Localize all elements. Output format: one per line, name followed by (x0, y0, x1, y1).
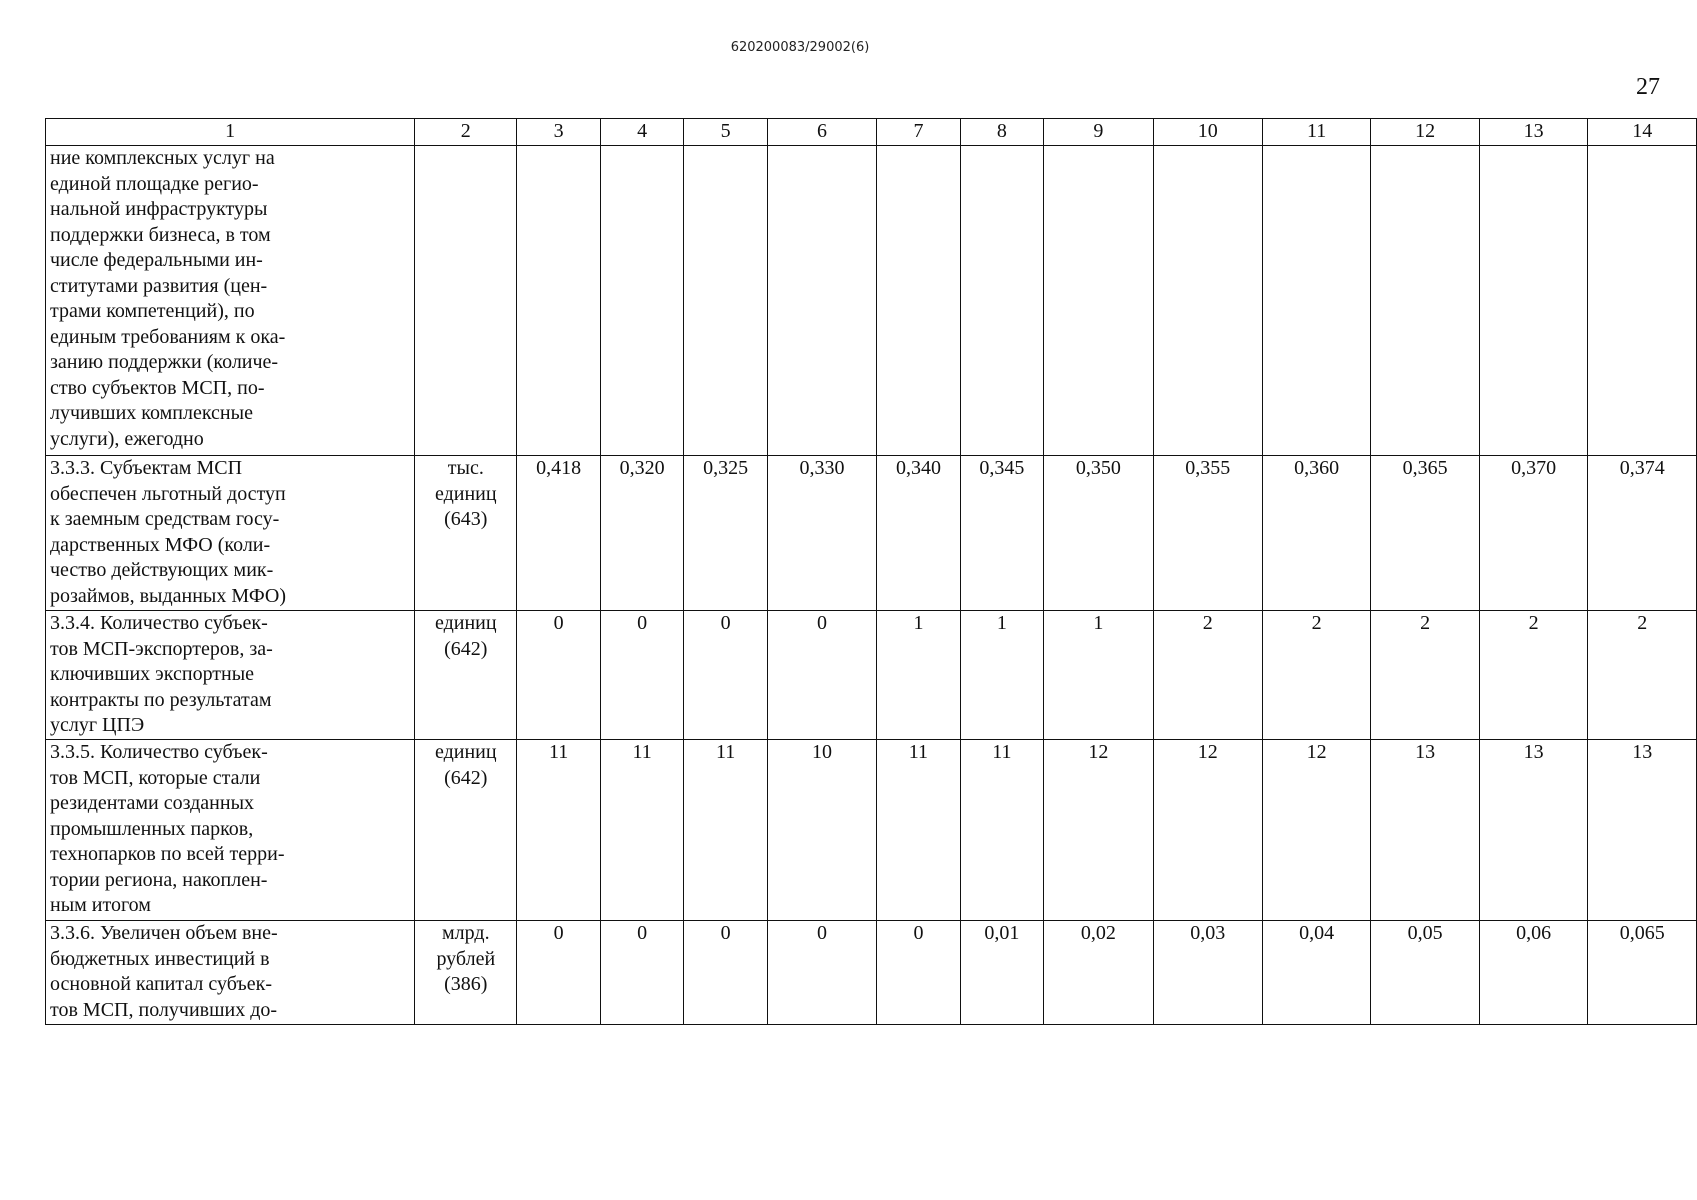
unit-cell (415, 146, 517, 456)
value-cell-col-7: 0,340 (877, 456, 960, 611)
indicator-text-line: обеспечен льготный доступ (50, 482, 286, 505)
indicator-text-line: розаймов, выданных МФО) (50, 584, 287, 607)
indicator-text-line: промышленных парков, (50, 817, 254, 840)
indicator-text-line: ние комплексных услуг на (50, 147, 275, 169)
indicator-text-line: нальной инфраструктуры (50, 198, 268, 220)
value-cell-col-14 (1588, 146, 1697, 456)
value-cell-col-10 (1153, 146, 1262, 456)
indicator-text-line: услуги), ежегодно (50, 427, 204, 450)
column-number-1: 1 (46, 119, 415, 146)
column-number-11: 11 (1262, 119, 1370, 146)
value-cell-col-8: 11 (960, 740, 1043, 921)
value-cell-col-13: 2 (1479, 611, 1587, 740)
value-cell-col-10: 2 (1153, 611, 1262, 740)
value-cell-col-8: 0,345 (960, 456, 1043, 611)
indicator-text-line: занию поддержки (количе- (50, 351, 279, 373)
column-number-4: 4 (600, 119, 683, 146)
value-cell-col-7: 0 (877, 921, 960, 1025)
value-cell-col-12: 0,05 (1371, 921, 1479, 1025)
value-cell-col-10: 0,03 (1153, 921, 1262, 1025)
value-cell-col-5: 11 (684, 740, 767, 921)
indicator-text-line: бюджетных инвестиций в (50, 947, 270, 970)
value-cell-col-6: 0,330 (767, 456, 876, 611)
value-cell-col-10: 0,355 (1153, 456, 1262, 611)
value-cell-col-3: 0 (517, 611, 600, 740)
indicators-table (45, 118, 1697, 1025)
page-number: 27 (1636, 74, 1660, 100)
unit-text-line: единиц (434, 612, 497, 634)
unit-text-line: единиц (434, 741, 497, 763)
value-cell-col-12: 13 (1371, 740, 1479, 921)
indicator-text-line: тории региона, накоплен- (50, 868, 268, 891)
table-row (46, 740, 1697, 921)
indicator-text-line: чество действующих мик- (50, 559, 274, 581)
value-cell-col-5: 0 (684, 921, 767, 1025)
indicator-text-line: контракты по результатам (50, 688, 272, 711)
column-number-10: 10 (1153, 119, 1262, 146)
unit-text-line: рублей (436, 947, 496, 970)
column-number-5: 5 (684, 119, 767, 146)
value-cell-col-12: 2 (1371, 611, 1479, 740)
indicator-text-line: 3.3.3. Субъектам МСП (50, 457, 243, 479)
indicator-text-line: ным итогом (50, 894, 151, 916)
indicator-name-cell (46, 146, 415, 456)
value-cell-col-11: 12 (1262, 740, 1370, 921)
unit-cell (415, 611, 517, 740)
unit-cell (415, 740, 517, 921)
unit-text-line: (642) (444, 637, 488, 660)
indicator-text-line: основной капитал субъек- (50, 973, 273, 995)
unit-text-line: млрд. (442, 922, 490, 944)
value-cell-col-11: 0,360 (1262, 456, 1370, 611)
unit-text-line: (642) (444, 766, 488, 789)
column-number-9: 9 (1044, 119, 1153, 146)
value-cell-col-14: 13 (1588, 740, 1697, 921)
value-cell-col-13: 0,370 (1479, 456, 1587, 611)
value-cell-col-3: 11 (517, 740, 600, 921)
value-cell-col-3: 0 (517, 921, 600, 1025)
indicator-text-line: ститутами развития (цен- (50, 274, 268, 297)
value-cell-col-4: 0 (600, 611, 683, 740)
indicator-text-line: числе федеральными ин- (50, 249, 263, 271)
value-cell-col-6: 0 (767, 921, 876, 1025)
value-cell-col-7: 1 (877, 611, 960, 740)
value-cell-col-6: 10 (767, 740, 876, 921)
unit-text-line: тыс. (447, 457, 484, 479)
value-cell-col-13: 13 (1479, 740, 1587, 921)
value-cell-col-9: 0,350 (1044, 456, 1153, 611)
table-row (46, 611, 1697, 740)
value-cell-col-9: 1 (1044, 611, 1153, 740)
value-cell-col-13 (1479, 146, 1587, 456)
value-cell-col-12 (1371, 146, 1479, 456)
value-cell-col-8 (960, 146, 1043, 456)
value-cell-col-4 (600, 146, 683, 456)
value-cell-col-9: 12 (1044, 740, 1153, 921)
value-cell-col-9 (1044, 146, 1153, 456)
value-cell-col-7 (877, 146, 960, 456)
indicator-name-cell (46, 921, 415, 1025)
value-cell-col-14: 0,374 (1588, 456, 1697, 611)
indicator-text-line: 3.3.5. Количество субъек- (50, 741, 268, 763)
unit-text-line: (643) (444, 508, 488, 530)
table-row (46, 456, 1697, 611)
column-number-8: 8 (960, 119, 1043, 146)
document-id: 620200083/29002(6) (730, 40, 870, 55)
column-number-14: 14 (1588, 119, 1697, 146)
value-cell-col-8: 0,01 (960, 921, 1043, 1025)
indicator-text-line: 3.3.4. Количество субъек- (50, 612, 268, 634)
indicator-text-line: тов МСП, получивших до- (50, 998, 278, 1021)
indicator-text-line: к заемным средствам госу- (50, 508, 280, 530)
unit-cell (415, 921, 517, 1025)
value-cell-col-14: 2 (1588, 611, 1697, 740)
value-cell-col-5: 0 (684, 611, 767, 740)
column-number-6: 6 (767, 119, 876, 146)
column-number-row (46, 119, 1697, 146)
column-number-13: 13 (1479, 119, 1587, 146)
indicator-text-line: услуг ЦПЭ (50, 714, 145, 736)
indicator-name-cell (46, 456, 415, 611)
table-row (46, 921, 1697, 1025)
value-cell-col-5: 0,325 (684, 456, 767, 611)
column-number-3: 3 (517, 119, 600, 146)
indicator-text-line: ключивших экспортные (50, 663, 255, 685)
indicator-text-line: технопарков по всей терри- (50, 843, 285, 865)
indicator-name-cell (46, 611, 415, 740)
indicator-text-line: тов МСП, которые стали (50, 766, 261, 789)
column-number-7: 7 (877, 119, 960, 146)
table-body (46, 119, 1697, 1025)
unit-text-line: единиц (434, 482, 497, 505)
value-cell-col-6: 0 (767, 611, 876, 740)
indicator-text-line: тов МСП-экспортеров, за- (50, 637, 273, 660)
indicator-text-line: ство субъектов МСП, по- (50, 376, 265, 399)
indicator-text-line: единой площадке регио- (50, 172, 259, 195)
indicator-text-line: лучивших комплексные (50, 402, 253, 424)
value-cell-col-7: 11 (877, 740, 960, 921)
value-cell-col-12: 0,365 (1371, 456, 1479, 611)
value-cell-col-13: 0,06 (1479, 921, 1587, 1025)
value-cell-col-11: 2 (1262, 611, 1370, 740)
value-cell-col-4: 0,320 (600, 456, 683, 611)
unit-cell (415, 456, 517, 611)
column-number-12: 12 (1371, 119, 1479, 146)
value-cell-col-8: 1 (960, 611, 1043, 740)
value-cell-col-11: 0,04 (1262, 921, 1370, 1025)
column-number-2: 2 (415, 119, 517, 146)
indicator-text-line: резидентами созданных (50, 792, 255, 814)
indicator-text-line: 3.3.6. Увеличен объем вне- (50, 922, 278, 944)
value-cell-col-4: 11 (600, 740, 683, 921)
value-cell-col-14: 0,065 (1588, 921, 1697, 1025)
indicator-text-line: трами компетенций), по (50, 300, 255, 322)
value-cell-col-9: 0,02 (1044, 921, 1153, 1025)
value-cell-col-4: 0 (600, 921, 683, 1025)
value-cell-col-5 (684, 146, 767, 456)
value-cell-col-3: 0,418 (517, 456, 600, 611)
indicator-text-line: поддержки бизнеса, в том (50, 223, 271, 246)
indicator-text-line: дарственных МФО (коли- (50, 533, 271, 556)
indicator-name-cell (46, 740, 415, 921)
value-cell-col-11 (1262, 146, 1370, 456)
value-cell-col-6 (767, 146, 876, 456)
unit-text-line: (386) (444, 973, 488, 995)
value-cell-col-3 (517, 146, 600, 456)
value-cell-col-10: 12 (1153, 740, 1262, 921)
table-row (46, 146, 1697, 456)
indicator-text-line: единым требованиям к ока- (50, 325, 286, 348)
